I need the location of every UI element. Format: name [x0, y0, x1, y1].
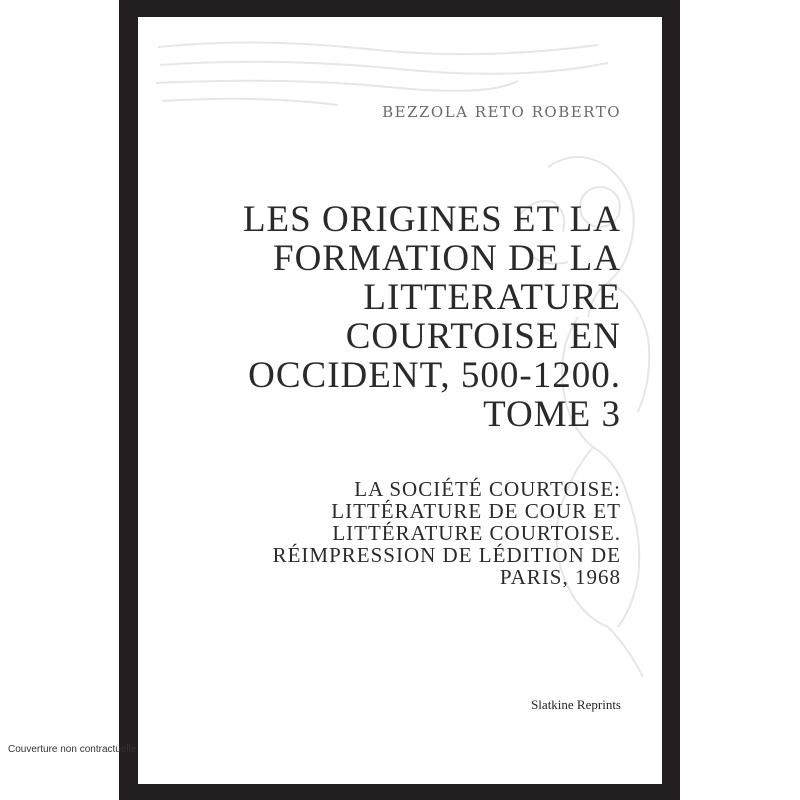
- title-line: LITTERATURE: [363, 277, 621, 318]
- title-line: COURTOISE EN: [345, 316, 621, 357]
- subtitle-line: PARIS, 1968: [499, 565, 621, 589]
- cover-disclaimer: Couverture non contractuelle: [8, 744, 137, 755]
- title-line: TOME 3: [483, 394, 621, 435]
- publisher-name: Slatkine Reprints: [531, 697, 621, 712]
- author-name: BEZZOLA RETO ROBERTO: [382, 103, 621, 121]
- subtitle-line: LITTÉRATURE COURTOISE.: [332, 521, 621, 545]
- book-subtitle: [161, 478, 621, 588]
- book-title: [161, 200, 621, 434]
- title-line: LES ORIGINES ET LA: [242, 199, 621, 240]
- title-line: OCCIDENT, 500-1200.: [248, 355, 621, 396]
- cover-page: [138, 17, 662, 784]
- title-line: FORMATION DE LA: [273, 238, 621, 279]
- subtitle-line: RÉIMPRESSION DE LÉDITION DE: [272, 543, 621, 567]
- subtitle-line: LA SOCIÉTÉ COURTOISE:: [354, 477, 621, 501]
- subtitle-line: LITTÉRATURE DE COUR ET: [331, 499, 621, 523]
